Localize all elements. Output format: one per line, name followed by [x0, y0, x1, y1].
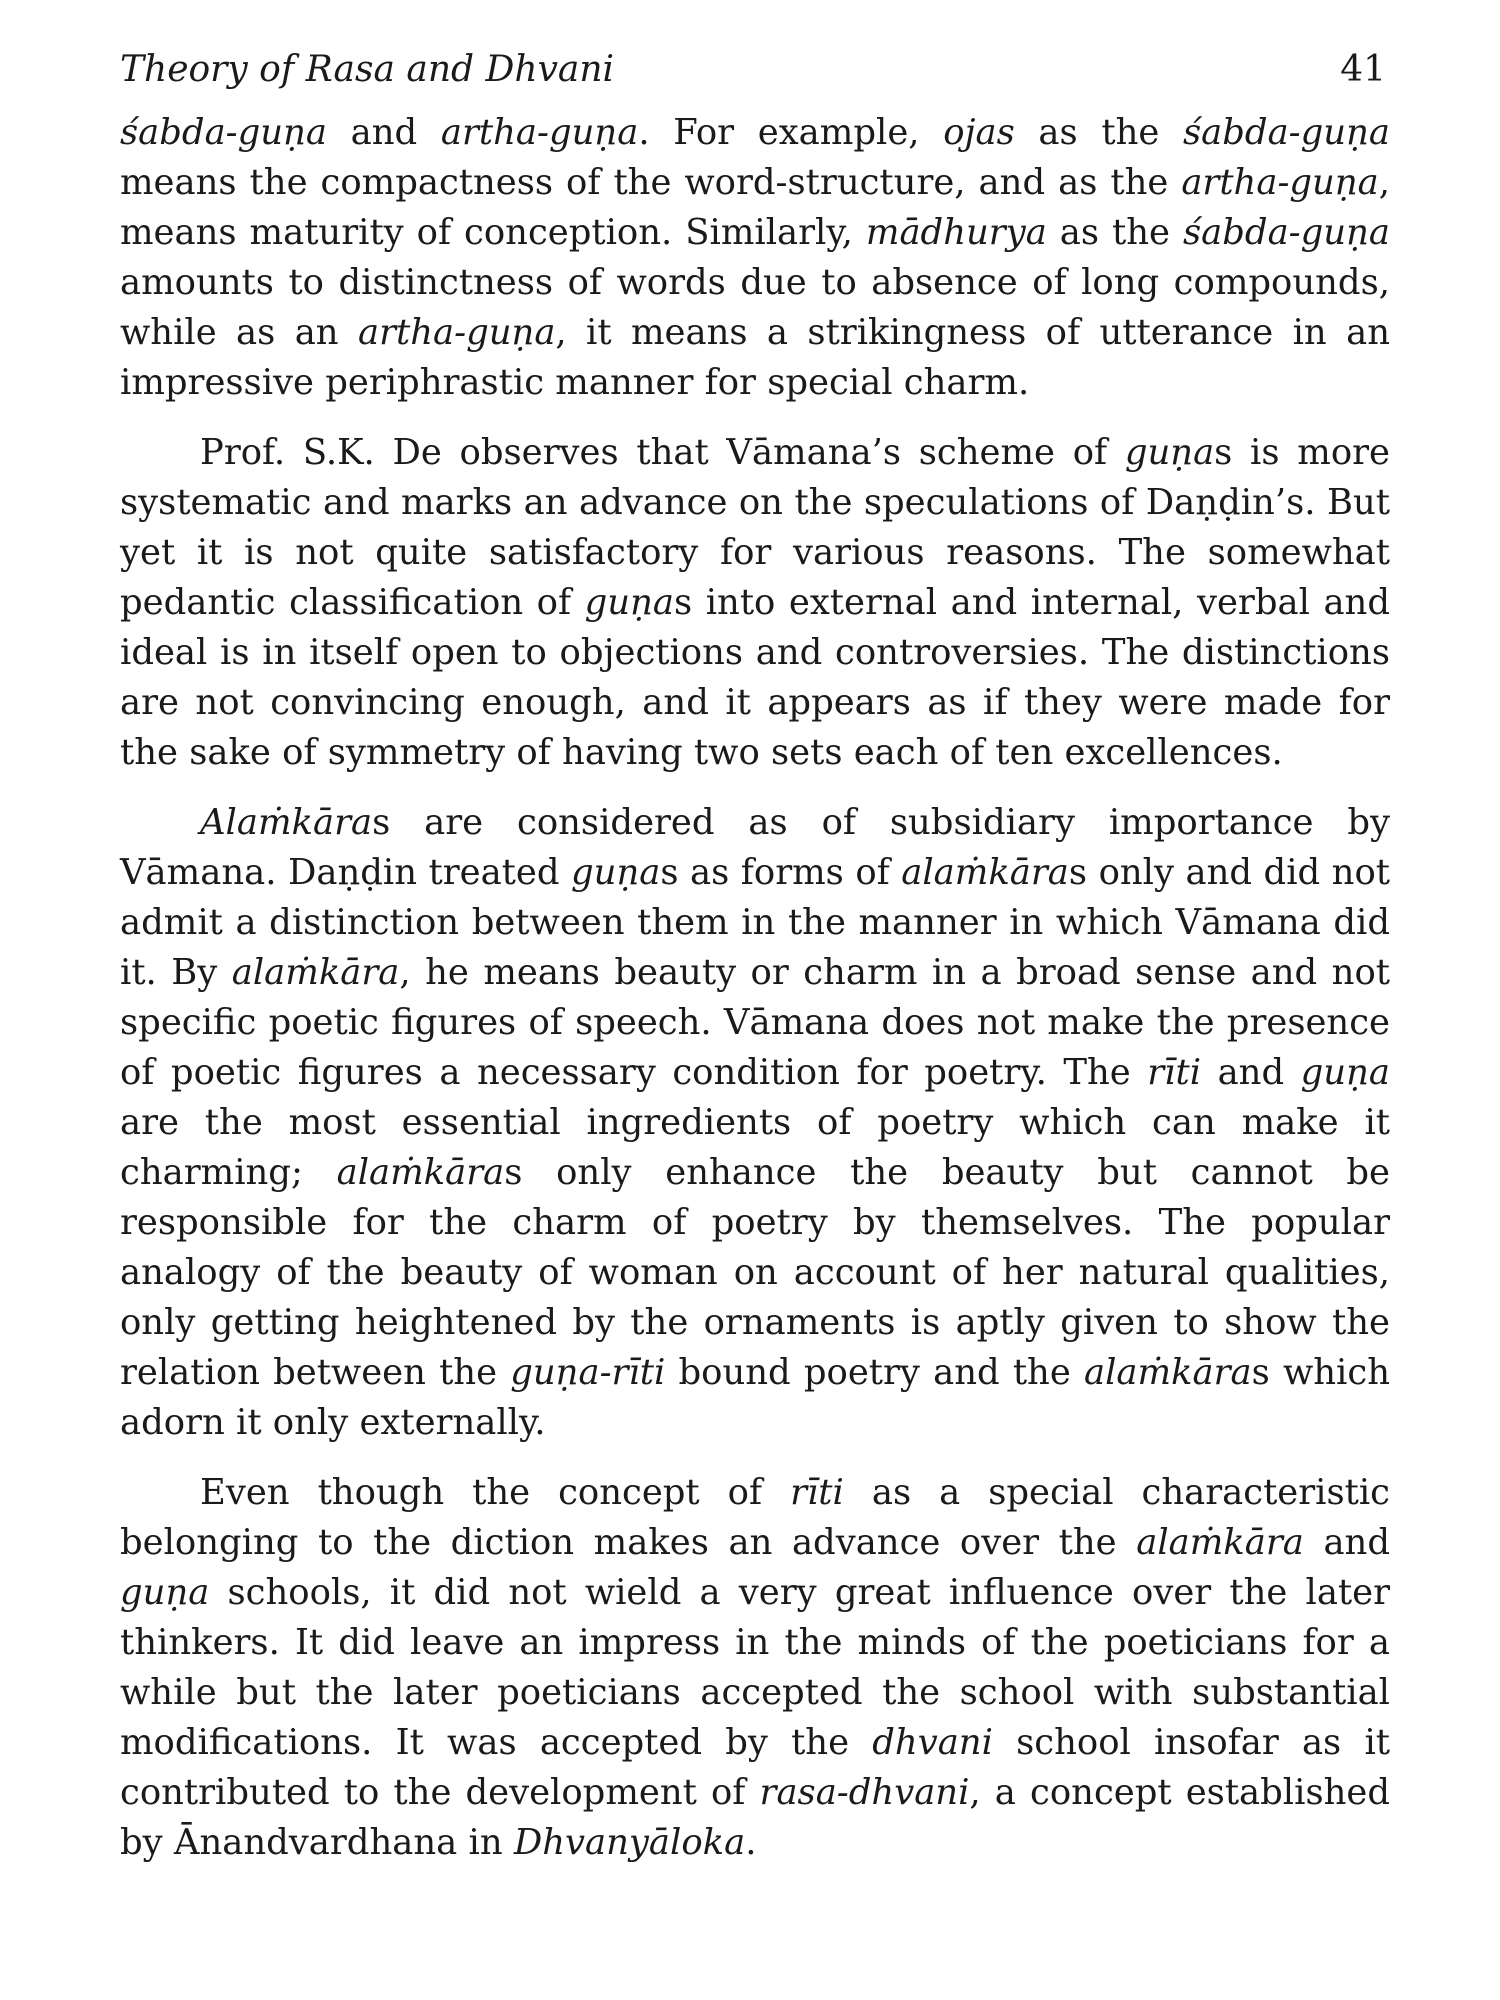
italic-term: rīti [790, 1472, 844, 1513]
text-run: schools, it did not wield a very great influence over the later thinkers. It did leave an impress in the minds of the poeticians for a while but the later poeticians accepted the school with substantial modifications. It was accepted by the [120, 1572, 1390, 1763]
italic-term: artha-guṇa [440, 112, 639, 153]
text-run: Prof. S.K. De observes that Vāmana’s scheme of [200, 432, 1125, 473]
italic-term: alaṁkāra [901, 852, 1069, 893]
text-run: bound poetry and the [665, 1352, 1084, 1393]
text-run: and [1303, 1522, 1390, 1563]
italic-term: guṇa [1124, 432, 1215, 473]
text-run: , it means a strikingness of utterance in an impressive periphrastic manner for special charm. [120, 312, 1390, 403]
text-run: as the [1046, 212, 1183, 253]
running-title: Theory of Rasa and Dhvani [120, 49, 615, 90]
text-run: , he means beauty or charm in a broad sense and not specific poetic figures of speech. Vāmana does not make the presence of poetic figures a necessary condition for poetry. The [120, 952, 1390, 1093]
italic-term: Alaṁkāra [200, 802, 373, 843]
book-page [120, 40, 1390, 1980]
text-run: and [326, 112, 441, 153]
text-run: s are considered as of subsidiary importance by Vāmana. Daṇḍin treated [120, 802, 1390, 893]
paragraph-1 [120, 108, 1390, 408]
italic-term: alaṁkāra [1136, 1522, 1304, 1563]
text-run: s which adorn it only externally. [120, 1352, 1390, 1443]
italic-term: artha-guṇa [1181, 162, 1379, 203]
italic-term: rasa-dhvani [759, 1772, 970, 1813]
text-run: s as forms of [660, 852, 902, 893]
paragraph-3 [120, 798, 1390, 1448]
text-run: means the compactness of the word-structure, and as the [120, 162, 1182, 203]
italic-term: guṇa-rīti [510, 1352, 666, 1393]
paragraph-2 [120, 428, 1390, 778]
text-run: . [745, 1822, 757, 1863]
text-run: as a special characteristic belonging to the diction makes an advance over the [120, 1472, 1390, 1563]
italic-term: alaṁkāra [231, 952, 400, 993]
text-run: s only and did not admit a distinction between them in the manner in which Vāmana did it. By [120, 852, 1391, 993]
italic-term: dhvani [872, 1722, 993, 1763]
italic-term: artha-guṇa [357, 312, 556, 353]
italic-term: mādhurya [865, 212, 1047, 253]
text-run: s only enhance the beauty but cannot be responsible for the charm of poetry by themselves. The popular analogy of the beauty of woman on account of her natural qualities, only getting heightened by the ornaments is aptly given to show the relation between the [120, 1152, 1390, 1393]
text-run: are the most essential ingredients of poetry which can make it charming; [120, 1102, 1390, 1193]
italic-term: alaṁkāra [336, 1152, 505, 1193]
page-number: 41 [1340, 49, 1386, 90]
italic-term: ojas [943, 112, 1015, 153]
text-run: , a concept established by Ānandvardhana in [120, 1772, 1390, 1863]
italic-term: rīti [1147, 1052, 1202, 1093]
running-head [120, 40, 1390, 100]
text-run: s into external and internal, verbal and ideal is in itself open to objections and controversies. The distinctions are not convincing enough, and it appears as if they were made for the sake of symmetry of having two sets each of ten excellences. [120, 582, 1390, 773]
text-run: Even though the concept of [200, 1472, 791, 1513]
italic-term: alaṁkāra [1083, 1352, 1252, 1393]
text-run: and [1201, 1052, 1301, 1093]
italic-term: śabda-guṇa [1183, 212, 1390, 253]
italic-term: guṇa [120, 1572, 210, 1613]
text-run: s is more systematic and marks an advance on the speculations of Daṇḍin’s. But yet it is not quite satisfactory for various reasons. The somewhat pedantic classification of [120, 432, 1390, 623]
text-run: amounts to distinctness of words due to absence of long compounds, while as an [120, 262, 1390, 353]
italic-term: śabda-guṇa [120, 112, 327, 153]
text-run: . For example, [638, 112, 944, 153]
italic-term: guṇa [1300, 1052, 1390, 1093]
italic-term: Dhvanyāloka [513, 1822, 746, 1863]
text-run: , means maturity of conception. Similarly, [120, 162, 1390, 253]
italic-term: guṇa [571, 852, 661, 893]
italic-term: śabda-guṇa [1183, 112, 1390, 153]
body-text [120, 108, 1390, 1888]
text-run: as the [1014, 112, 1184, 153]
text-run: school insofar as it contributed to the development of [120, 1722, 1390, 1813]
paragraph-4 [120, 1468, 1390, 1868]
italic-term: guṇa [584, 582, 674, 623]
